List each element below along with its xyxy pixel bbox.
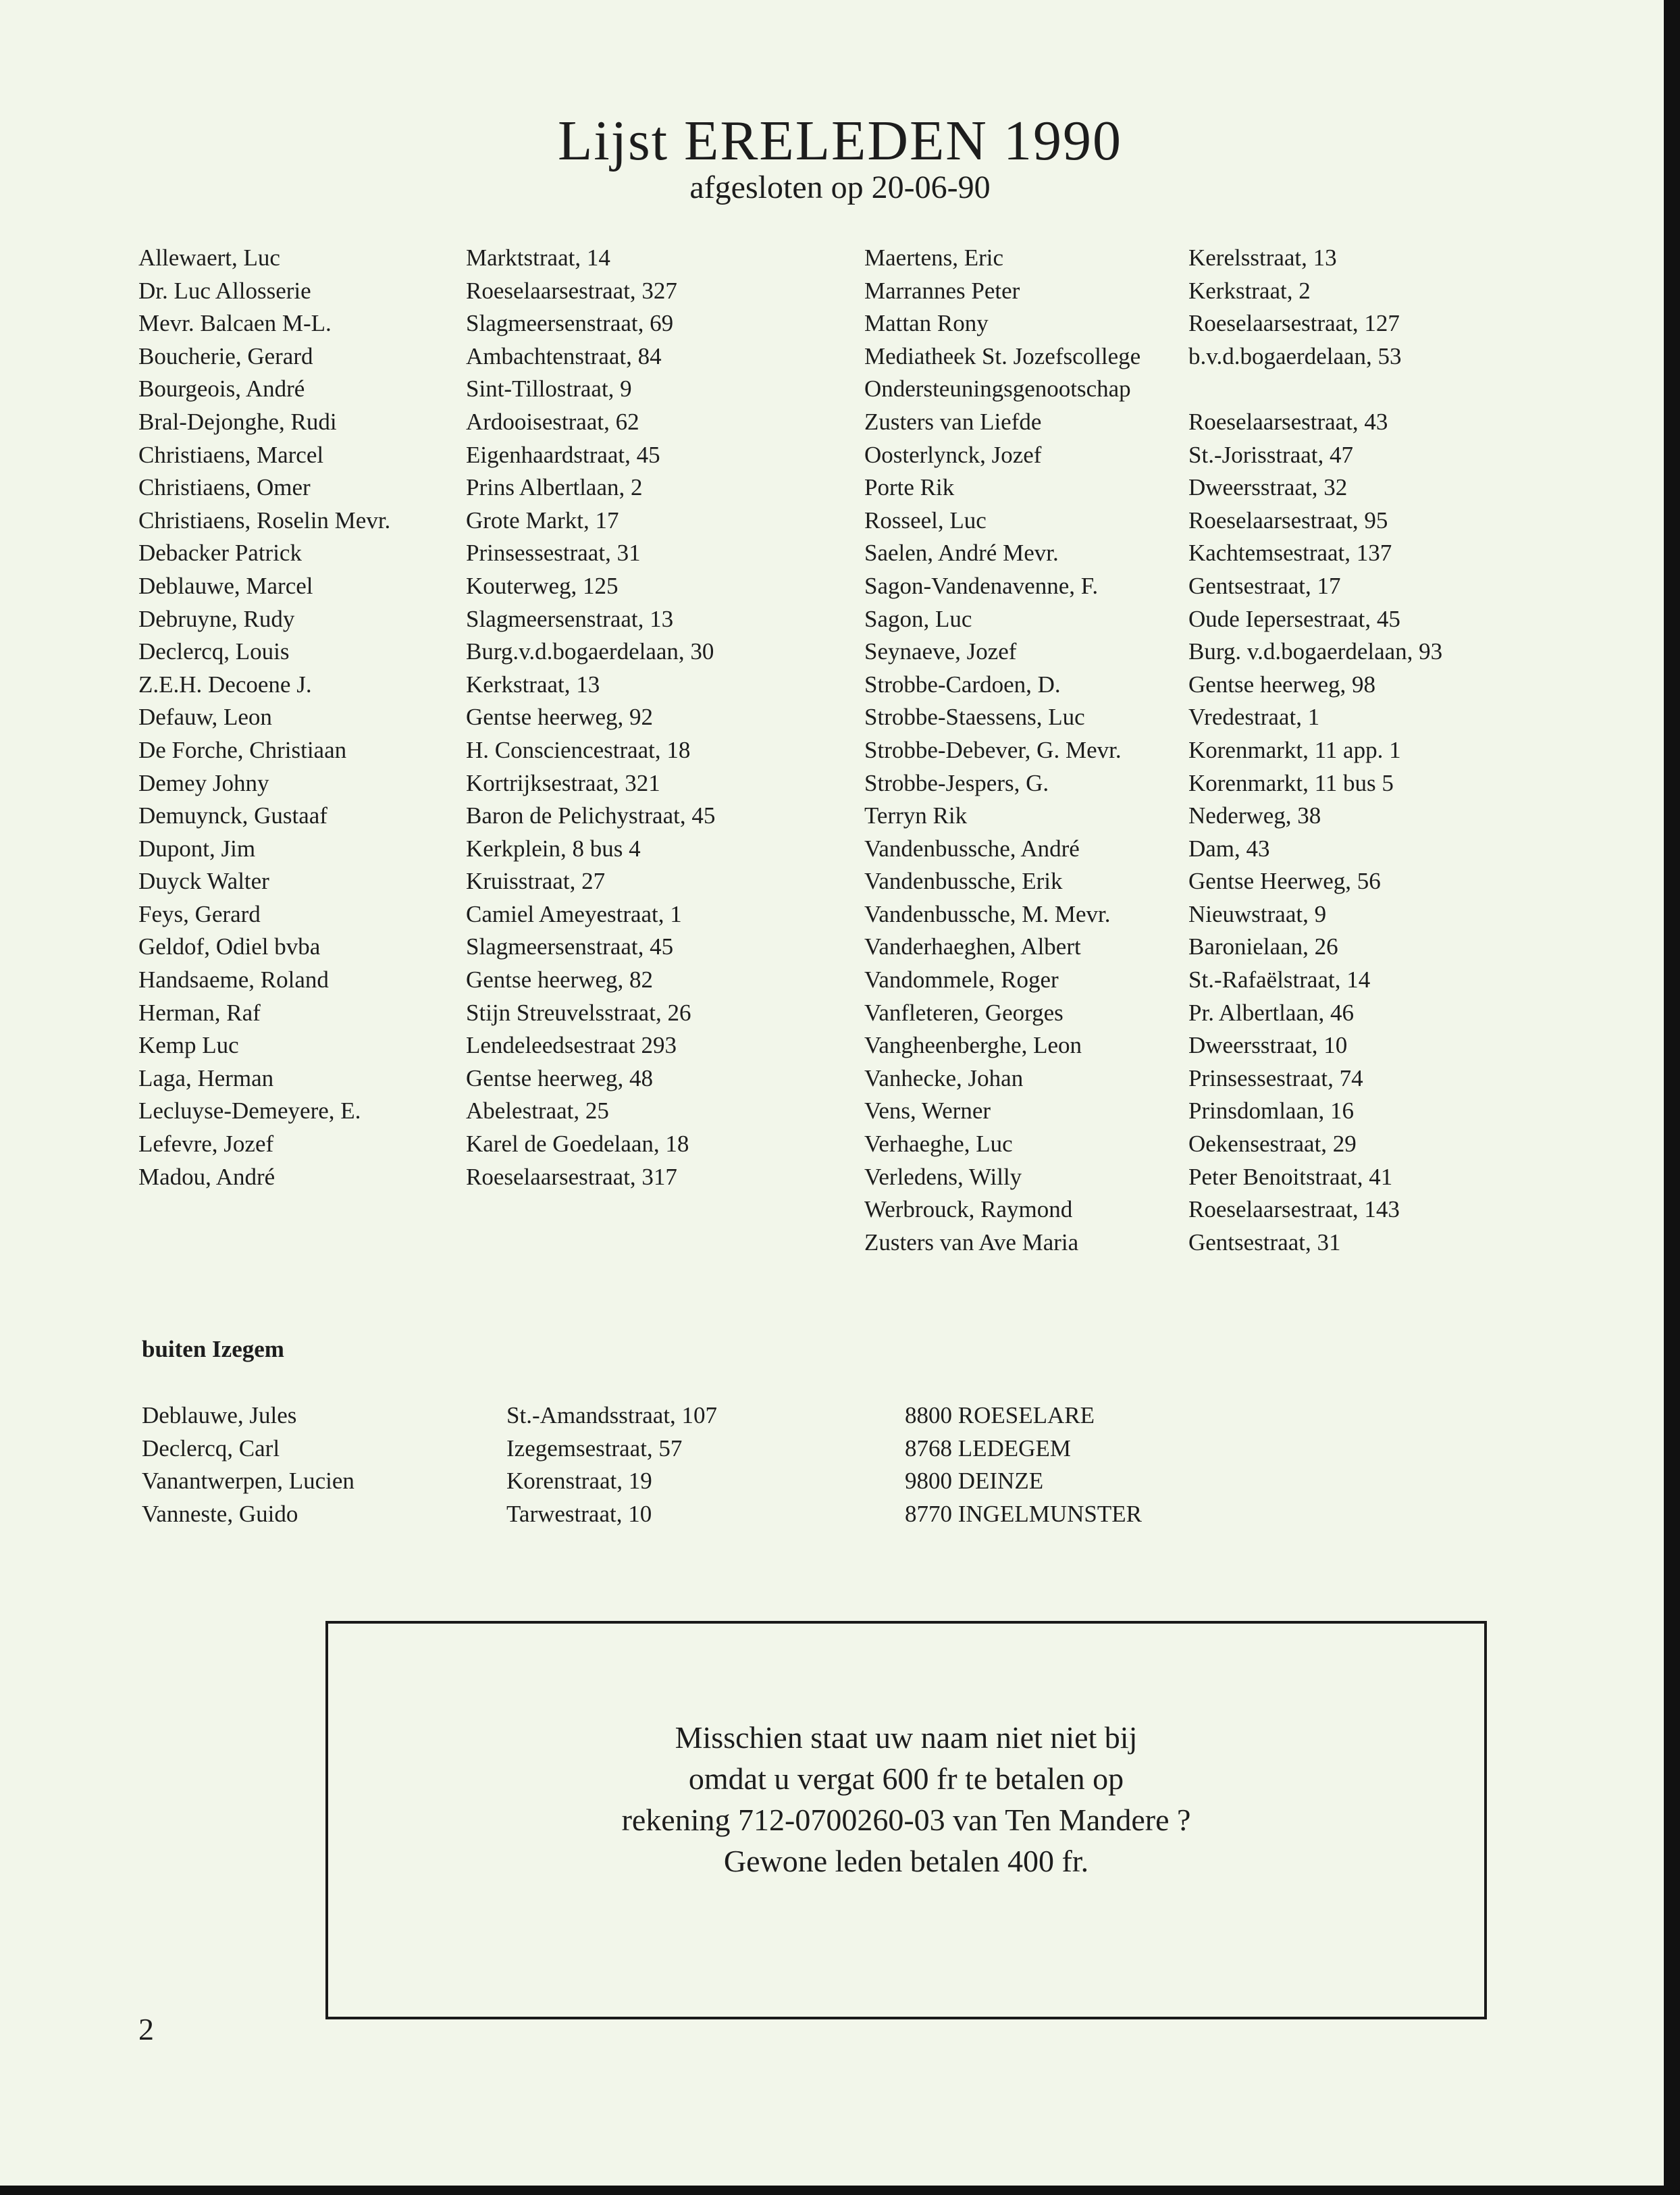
member-address: St.-Jorisstraat, 47 bbox=[1188, 441, 1354, 468]
member-address: Roeselaarsestraat, 327 bbox=[466, 277, 677, 304]
member-name: Vangheenberghe, Leon bbox=[864, 1032, 1082, 1059]
member-city: 9800 DEINZE bbox=[905, 1468, 1044, 1495]
member-address: Gentse heerweg, 48 bbox=[466, 1064, 653, 1091]
member-address: Ambachtenstraat, 84 bbox=[466, 342, 662, 369]
member-name: Mediatheek St. Jozefscollege bbox=[864, 342, 1141, 369]
member-address: Eigenhaardstraat, 45 bbox=[466, 441, 660, 468]
scan-edge-right bbox=[1664, 0, 1680, 2195]
member-address: Grote Markt, 17 bbox=[466, 507, 619, 534]
member-city: 8770 INGELMUNSTER bbox=[905, 1500, 1142, 1527]
member-name: Strobbe-Staessens, Luc bbox=[864, 704, 1085, 731]
member-address: Prins Albertlaan, 2 bbox=[466, 474, 643, 501]
member-name: Deblauwe, Marcel bbox=[138, 572, 313, 599]
member-address: Gentsestraat, 17 bbox=[1188, 572, 1341, 599]
outside-names-column bbox=[142, 1399, 355, 1530]
member-address: St.-Rafaëlstraat, 14 bbox=[1188, 966, 1371, 993]
member-address: Gentse heerweg, 82 bbox=[466, 966, 653, 993]
member-name: Defauw, Leon bbox=[138, 704, 272, 731]
member-address: Dam, 43 bbox=[1188, 835, 1270, 862]
member-address: Roeselaarsestraat, 43 bbox=[1188, 408, 1388, 435]
member-address: Korenmarkt, 11 app. 1 bbox=[1188, 736, 1401, 763]
right-addresses-column bbox=[1188, 242, 1442, 1259]
member-name: Porte Rik bbox=[864, 474, 955, 501]
member-name: Declercq, Louis bbox=[138, 638, 290, 665]
member-address: Roeselaarsestraat, 127 bbox=[1188, 310, 1400, 337]
member-address: Nederweg, 38 bbox=[1188, 802, 1321, 829]
member-address: Kachtemsestraat, 137 bbox=[1188, 540, 1392, 567]
member-name: Boucherie, Gerard bbox=[138, 342, 313, 369]
member-address: Kerelsstraat, 13 bbox=[1188, 244, 1337, 271]
notice-line: rekening 712-0700260-03 van Ten Mandere ? bbox=[621, 1803, 1191, 1837]
member-name: Christiaens, Roselin Mevr. bbox=[138, 507, 391, 534]
page-subtitle: afgesloten op 20-06-90 bbox=[689, 170, 991, 205]
member-city: 8768 LEDEGEM bbox=[905, 1435, 1071, 1462]
member-address: Sint-Tillostraat, 9 bbox=[466, 376, 632, 403]
member-name: Mevr. Balcaen M-L. bbox=[138, 310, 332, 337]
right-names-column bbox=[864, 242, 1140, 1259]
notice-line: Misschien staat uw naam niet niet bij bbox=[675, 1720, 1138, 1755]
member-name: Debacker Patrick bbox=[138, 540, 302, 567]
member-name: Vanhecke, Johan bbox=[864, 1064, 1024, 1091]
member-address: Kerkstraat, 13 bbox=[466, 671, 600, 698]
member-address: Prinsdomlaan, 16 bbox=[1188, 1098, 1354, 1125]
member-address bbox=[1188, 373, 1442, 406]
member-address: Kruisstraat, 27 bbox=[466, 868, 606, 895]
member-name: Saelen, André Mevr. bbox=[864, 540, 1059, 567]
member-name: Verledens, Willy bbox=[864, 1163, 1022, 1190]
member-name: Vandenbussche, M. Mevr. bbox=[864, 900, 1111, 927]
member-name: Strobbe-Cardoen, D. bbox=[864, 671, 1061, 698]
member-address: St.-Amandsstraat, 107 bbox=[506, 1402, 718, 1428]
member-name: Demey Johny bbox=[138, 769, 269, 796]
member-name: Bourgeois, André bbox=[138, 376, 305, 403]
member-address: Oude Iepersestraat, 45 bbox=[1188, 605, 1400, 632]
member-name: Zusters van Ave Maria bbox=[864, 1229, 1079, 1256]
member-name: Christiaens, Omer bbox=[138, 474, 311, 501]
member-address: Baron de Pelichystraat, 45 bbox=[466, 802, 716, 829]
member-name: Dr. Luc Allosserie bbox=[138, 277, 311, 304]
member-name: Vanfleteren, Georges bbox=[864, 999, 1064, 1026]
member-name: Bral-Dejonghe, Rudi bbox=[138, 408, 337, 435]
member-name: Christiaens, Marcel bbox=[138, 441, 324, 468]
member-city: 8800 ROESELARE bbox=[905, 1402, 1095, 1428]
member-address: Oekensestraat, 29 bbox=[1188, 1131, 1357, 1158]
member-name: Vanderhaeghen, Albert bbox=[864, 933, 1081, 960]
member-address: Lendeleedsestraat 293 bbox=[466, 1032, 677, 1059]
member-name: Feys, Gerard bbox=[138, 900, 261, 927]
member-name: Vandenbussche, André bbox=[864, 835, 1080, 862]
member-name: Vandenbussche, Erik bbox=[864, 868, 1063, 895]
member-name: Sagon, Luc bbox=[864, 605, 972, 632]
member-name: Handsaeme, Roland bbox=[138, 966, 329, 993]
notice-line: omdat u vergat 600 fr te betalen op bbox=[688, 1761, 1124, 1796]
member-address: Prinsessestraat, 31 bbox=[466, 540, 641, 567]
member-address: Dweersstraat, 10 bbox=[1188, 1032, 1348, 1059]
member-address: Burg. v.d.bogaerdelaan, 93 bbox=[1188, 638, 1443, 665]
member-address: Abelestraat, 25 bbox=[466, 1098, 609, 1125]
member-name: Ondersteuningsgenootschap bbox=[864, 376, 1131, 403]
member-address: b.v.d.bogaerdelaan, 53 bbox=[1188, 342, 1402, 369]
member-address: Kouterweg, 125 bbox=[466, 572, 619, 599]
member-address: Kerkstraat, 2 bbox=[1188, 277, 1311, 304]
page-title: Lijst ERELEDEN 1990 bbox=[558, 109, 1122, 172]
member-name: Mattan Rony bbox=[864, 310, 989, 337]
member-name: Seynaeve, Jozef bbox=[864, 638, 1017, 665]
member-address: Slagmeersenstraat, 69 bbox=[466, 310, 674, 337]
member-name: Lecluyse-Demeyere, E. bbox=[138, 1098, 361, 1125]
member-address: Roeselaarsestraat, 317 bbox=[466, 1163, 677, 1190]
member-address: Peter Benoitstraat, 41 bbox=[1188, 1163, 1393, 1190]
member-address: Kerkplein, 8 bus 4 bbox=[466, 835, 641, 862]
member-address: Stijn Streuvelsstraat, 26 bbox=[466, 999, 691, 1026]
member-address: Kortrijksestraat, 321 bbox=[466, 769, 660, 796]
member-address: Slagmeersenstraat, 45 bbox=[466, 933, 674, 960]
member-name: Z.E.H. Decoene J. bbox=[138, 671, 312, 698]
page-number: 2 bbox=[138, 2012, 154, 2046]
member-name: Zusters van Liefde bbox=[864, 408, 1042, 435]
member-name: Herman, Raf bbox=[138, 999, 261, 1026]
outside-addresses-column bbox=[506, 1399, 717, 1530]
member-name: Vanneste, Guido bbox=[142, 1500, 298, 1527]
member-name: Geldof, Odiel bvba bbox=[138, 933, 321, 960]
member-name: Lefevre, Jozef bbox=[138, 1131, 274, 1158]
member-address: Ardooisestraat, 62 bbox=[466, 408, 639, 435]
scan-edge-bottom bbox=[0, 2186, 1680, 2195]
member-address: Gentse heerweg, 92 bbox=[466, 704, 653, 731]
member-address: Slagmeersenstraat, 13 bbox=[466, 605, 674, 632]
member-name: Laga, Herman bbox=[138, 1064, 274, 1091]
member-name: Strobbe-Jespers, G. bbox=[864, 769, 1049, 796]
member-address: Dweersstraat, 32 bbox=[1188, 474, 1348, 501]
member-address: Gentse Heerweg, 56 bbox=[1188, 868, 1381, 895]
member-name: Demuynck, Gustaaf bbox=[138, 802, 327, 829]
left-names-column bbox=[138, 242, 390, 1193]
member-name: Dupont, Jim bbox=[138, 835, 256, 862]
member-name: Vanantwerpen, Lucien bbox=[142, 1468, 355, 1495]
member-address: Roeselaarsestraat, 143 bbox=[1188, 1196, 1400, 1223]
member-address: Vredestraat, 1 bbox=[1188, 704, 1320, 731]
member-name: Kemp Luc bbox=[138, 1032, 239, 1059]
member-address: Nieuwstraat, 9 bbox=[1188, 900, 1327, 927]
member-name: De Forche, Christiaan bbox=[138, 736, 347, 763]
outside-cities-column bbox=[905, 1399, 1142, 1530]
member-name: Declercq, Carl bbox=[142, 1435, 280, 1462]
member-name: Madou, André bbox=[138, 1163, 275, 1190]
member-name: Oosterlynck, Jozef bbox=[864, 441, 1042, 468]
member-name: Strobbe-Debever, G. Mevr. bbox=[864, 736, 1122, 763]
left-addresses-column bbox=[466, 242, 715, 1193]
member-name: Maertens, Eric bbox=[864, 244, 1004, 271]
member-address: Camiel Ameyestraat, 1 bbox=[466, 900, 682, 927]
member-address: Baronielaan, 26 bbox=[1188, 933, 1338, 960]
member-name: Werbrouck, Raymond bbox=[864, 1196, 1073, 1223]
member-address: Korenstraat, 19 bbox=[506, 1468, 652, 1495]
member-address: Marktstraat, 14 bbox=[466, 244, 610, 271]
member-address: Burg.v.d.bogaerdelaan, 30 bbox=[466, 638, 714, 665]
notice-line: Gewone leden betalen 400 fr. bbox=[723, 1844, 1089, 1878]
member-name: Vandommele, Roger bbox=[864, 966, 1059, 993]
member-address: H. Consciencestraat, 18 bbox=[466, 736, 691, 763]
payment-notice-box bbox=[325, 1621, 1487, 2019]
member-name: Allewaert, Luc bbox=[138, 244, 280, 271]
member-address: Pr. Albertlaan, 46 bbox=[1188, 999, 1354, 1026]
member-address: Gentse heerweg, 98 bbox=[1188, 671, 1375, 698]
member-name: Debruyne, Rudy bbox=[138, 605, 295, 632]
member-address: Roeselaarsestraat, 95 bbox=[1188, 507, 1388, 534]
member-address: Tarwestraat, 10 bbox=[506, 1500, 652, 1527]
member-name: Vens, Werner bbox=[864, 1098, 991, 1125]
member-name: Deblauwe, Jules bbox=[142, 1402, 297, 1428]
member-address: Karel de Goedelaan, 18 bbox=[466, 1131, 689, 1158]
member-name: Verhaeghe, Luc bbox=[864, 1131, 1013, 1158]
member-address: Korenmarkt, 11 bus 5 bbox=[1188, 769, 1394, 796]
member-name: Duyck Walter bbox=[138, 868, 269, 895]
payment-notice-text bbox=[328, 1717, 1484, 1882]
member-address: Izegemsestraat, 57 bbox=[506, 1435, 683, 1462]
outside-section-title: buiten Izegem bbox=[142, 1336, 284, 1362]
member-name: Terryn Rik bbox=[864, 802, 968, 829]
member-name: Rosseel, Luc bbox=[864, 507, 987, 534]
member-name: Marrannes Peter bbox=[864, 277, 1020, 304]
member-address: Prinsessestraat, 74 bbox=[1188, 1064, 1363, 1091]
member-name: Sagon-Vandenavenne, F. bbox=[864, 572, 1099, 599]
member-address: Gentsestraat, 31 bbox=[1188, 1229, 1341, 1256]
